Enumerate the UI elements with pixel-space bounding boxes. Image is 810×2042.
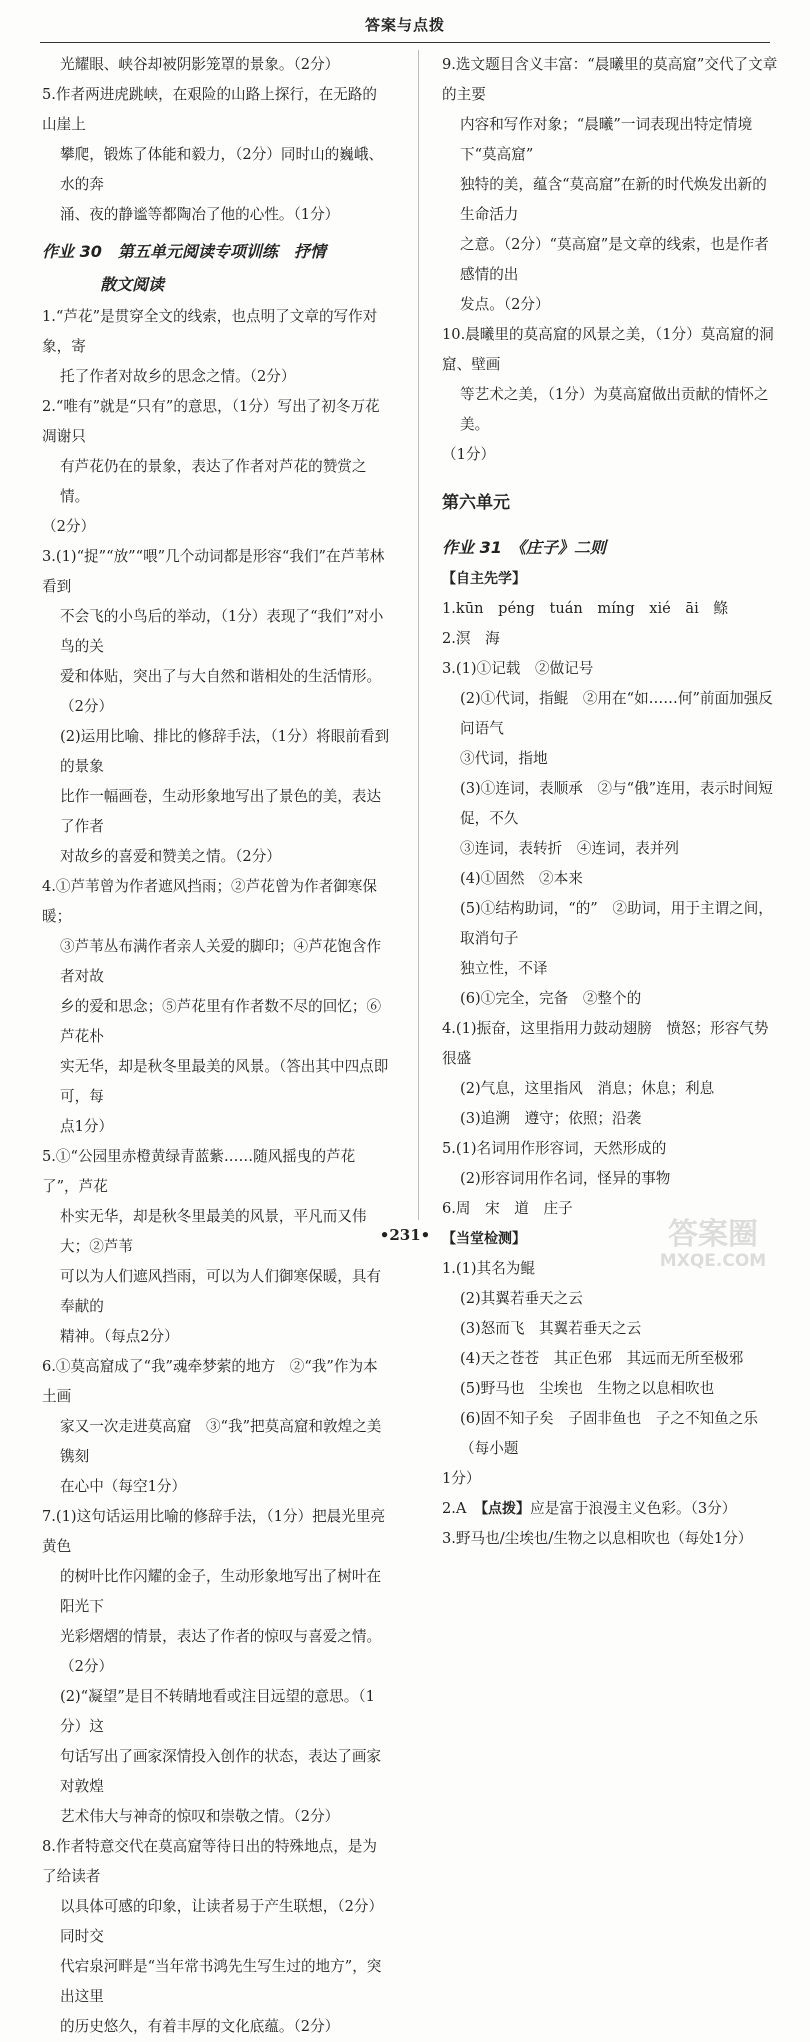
text-line: 光耀眼、峡谷却被阴影笼罩的景象。（2分）: [60, 56, 340, 73]
text-line: (2)气息，这里指风 消息；休息；利息: [460, 1080, 715, 1097]
text-line: ③代词，指地: [460, 750, 548, 767]
text-line: 3.(1)①记载 ②做记号: [442, 660, 594, 677]
text-line: (4)①固然 ②本来: [460, 870, 583, 887]
text-line: 5.(1)名词用作形容词，天然形成的: [442, 1140, 667, 1157]
text-line: 托了作者对故乡的思念之情。（2分）: [60, 368, 296, 385]
text-line: (2)运用比喻、排比的修辞手法，（1分）将眼前看到的景象: [60, 728, 390, 775]
text-line: 6.①莫高窟成了“我”魂牵梦萦的地方 ②“我”作为本土画: [42, 1358, 378, 1405]
text-line: （1分）: [442, 446, 496, 463]
text-line: 2.“唯有”就是“只有”的意思，（1分）写出了初冬万花凋谢只: [42, 398, 380, 445]
page-number: •231•: [379, 1226, 431, 1244]
column-divider: [418, 50, 419, 1220]
text-line: 在心中（每空1分）: [60, 1478, 187, 1495]
text-line: (5)野马也 尘埃也 生物之以息相吹也: [460, 1380, 715, 1397]
hw31-title: 作业 31 《庄子》二则: [442, 538, 606, 557]
text-line: (2)其翼若垂天之云: [460, 1290, 583, 1307]
text-line: 的历史悠久，有着丰厚的文化底蕴。（2分）: [60, 2018, 340, 2035]
text-line: ③连词，表转折 ④连词，表并列: [460, 840, 679, 857]
text-line: 有芦花仍在的景象，表达了作者对芦花的赞赏之情。: [60, 458, 367, 505]
right-column: [442, 50, 778, 1554]
text-line: 比作一幅画卷，生动形象地写出了景色的美，表达了作者: [60, 788, 382, 835]
text-line: 1.“芦花”是贯穿全文的线索，也点明了文章的写作对象，寄: [42, 308, 378, 355]
text-line: 发点。（2分）: [460, 296, 550, 313]
hint-tag: 【点拨】: [481, 1501, 531, 1517]
text-line: 之意。（2分）“莫高窟”是文章的线索，也是作者感情的出: [460, 236, 769, 283]
text-line: (3)怒而飞 其翼若垂天之云: [460, 1320, 642, 1337]
hw30-title: 作业 30 第五单元阅读专项训练 抒情: [42, 242, 326, 261]
watermark-logo: [638, 1210, 788, 1272]
text-line: 艺术伟大与神奇的惊叹和崇敬之情。（2分）: [60, 1808, 340, 1825]
text-line: 朴实无华，却是秋冬里最美的风景，平凡而又伟大；②芦苇: [60, 1208, 367, 1255]
answer-line: 2.A 【点拨】应是富于浪漫主义色彩。（3分）: [442, 1500, 737, 1517]
text-line: 对故乡的喜爱和赞美之情。（2分）: [60, 848, 281, 865]
text-line: ③芦苇丛布满作者亲人关爱的脚印；④芦花饱含作者对故: [60, 938, 382, 985]
text-line: 3.(1)“捉”“放”“喂”几个动词都是形容“我们”在芦苇林看到: [42, 548, 385, 595]
text-line: 句话写出了画家深情投入创作的状态，表达了画家对敦煌: [60, 1748, 382, 1795]
text-line: (5)①结构助词，“的” ②助词，用于主谓之间，取消句子: [460, 900, 773, 947]
text-line: (4)天之苍苍 其正色邪 其远而无所至极邪: [460, 1350, 744, 1367]
text-line: 2.溟 海: [442, 630, 500, 647]
header-title: 答案与点拨: [364, 16, 445, 34]
text-line: 1分）: [442, 1470, 481, 1487]
text-line: 8.作者特意交代在莫高窟等待日出的特殊地点，是为了给读者: [42, 1838, 377, 1885]
self-study-label: 【自主先学】: [442, 571, 526, 587]
text-line: 乡的爱和思念；⑤芦花里有作者数不尽的回忆；⑥芦花朴: [60, 998, 382, 1045]
answer-line: 3.野马也/尘埃也/生物之以息相吹也（每处1分）: [442, 1530, 753, 1547]
text-line: 独特的美，蕴含“莫高窟”在新的时代焕发出新的生命活力: [460, 176, 767, 223]
text-line: 4.(1)振奋，这里指用力鼓动翅膀 愤怒；形容气势很盛: [442, 1020, 769, 1067]
text-line: 5.作者两进虎跳峡，在艰险的山路上探行，在无路的山崖上: [42, 86, 377, 133]
text-line: 光彩熠熠的情景，表达了作者的惊叹与喜爱之情。（2分）: [60, 1628, 382, 1675]
text-line: 实无华，却是秋冬里最美的风景。（答出其中四点即可，每: [60, 1058, 389, 1105]
text-line: 内容和写作对象；“晨曦”一词表现出特定情境下“莫高窟”: [460, 116, 753, 163]
text-line: (3)①连词，表顺承 ②与“俄”连用，表示时间短促，不久: [460, 780, 773, 827]
watermark-sub: MXQE.COM: [659, 1251, 767, 1271]
text-line: （2分）: [42, 518, 96, 535]
text-line: 点1分）: [60, 1118, 114, 1135]
text-line: (2)①代词，指鲲 ②用在“如……何”前面加强反问语气: [460, 690, 773, 737]
text-line: 不会飞的小鸟后的举动，（1分）表现了“我们”对小鸟的关: [60, 608, 384, 655]
text-line: 涌、夜的静谧等都陶冶了他的心性。（1分）: [60, 206, 340, 223]
text-line: (6)固不知子矣 子固非鱼也 子之不知鱼之乐（每小题: [460, 1410, 758, 1457]
text-line: (3)追溯 遵守；依照；沿袭: [460, 1110, 642, 1127]
text-line: 攀爬，锻炼了体能和毅力，（2分）同时山的巍峨、水的奔: [60, 146, 384, 193]
page-header: [40, 14, 770, 43]
text-line: 独立性，不译: [460, 960, 548, 977]
text-line: 的树叶比作闪耀的金子，生动形象地写出了树叶在阳光下: [60, 1568, 382, 1615]
text-line: 家又一次走进莫高窟 ③“我”把莫高窟和敦煌之美镌刻: [60, 1418, 382, 1465]
text-line: (2)形容词用作名词，怪异的事物: [460, 1170, 671, 1187]
text-line: 7.(1)这句话运用比喻的修辞手法，（1分）把晨光里亮黄色: [42, 1508, 386, 1555]
unit-six-heading: 第六单元: [442, 493, 510, 513]
check-label: 【当堂检测】: [442, 1231, 526, 1247]
text-line: 6.周 宋 道 庄子: [442, 1200, 573, 1217]
text-line: 1.kūn péng tuán míng xié āi 鲦: [442, 600, 728, 617]
hw30-subtitle: 散文阅读: [100, 275, 165, 294]
text-line: 以具体可感的印象，让读者易于产生联想，（2分）同时交: [60, 1898, 384, 1945]
text-line: (6)①完全，完备 ②整个的: [460, 990, 642, 1007]
text-line: 爱和体贴，突出了与大自然和谐相处的生活情形。（2分）: [60, 668, 382, 715]
left-column: [42, 50, 390, 2042]
text-line: 可以为人们遮风挡雨，可以为人们御寒保暖，具有奉献的: [60, 1268, 382, 1315]
watermark-text: 答案圈: [668, 1217, 758, 1252]
text-line: 9.选文题目含义丰富：“晨曦里的莫高窟”交代了文章的主要: [442, 56, 778, 103]
text-line: 代宕泉河畔是“当年常书鸿先生写生过的地方”，突出这里: [60, 1958, 382, 2005]
text-line: (2)“凝望”是目不转睛地看或注目远望的意思。（1分）这: [60, 1688, 375, 1735]
text-line: 精神。（每点2分）: [60, 1328, 179, 1345]
text-line: 1.(1)其名为鲲: [442, 1260, 535, 1277]
text-line: 4.①芦苇曾为作者遮风挡雨；②芦花曾为作者御寒保暖；: [42, 878, 377, 925]
text-line: 10.晨曦里的莫高窟的风景之美，（1分）莫高窟的洞窟、壁画: [442, 326, 774, 373]
text-line: 等艺术之美，（1分）为莫高窟做出贡献的情怀之美。: [460, 386, 769, 433]
text-line: 5.①“公园里赤橙黄绿青蓝紫……随风摇曳的芦花了”，芦花: [42, 1148, 356, 1195]
